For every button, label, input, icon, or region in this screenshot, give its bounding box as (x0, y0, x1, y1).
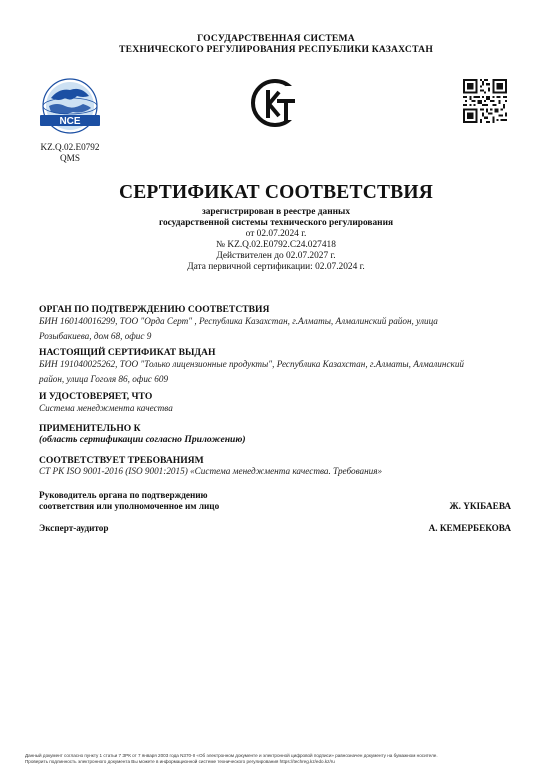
section-issued-heading: НАСТОЯЩИЙ СЕРТИФИКАТ ВЫДАН (39, 347, 216, 358)
certificate-number: № KZ.Q.02.E0792.С24.027418 (216, 240, 336, 250)
nca-logo (37, 76, 103, 138)
section-body-heading: ОРГАН ПО ПОДТВЕРЖДЕНИЮ СООТВЕТСТВИЯ (39, 304, 270, 315)
section-certifies-text: Система менеджмента качества (39, 403, 173, 413)
section-certifies-heading: И УДОСТОВЕРЯЕТ, ЧТО (39, 391, 153, 402)
valid-until: Действителен до 02.07.2027 г. (216, 251, 336, 261)
qr-code (463, 79, 507, 123)
head-name: Ж. ҮКІБАЕВА (449, 501, 511, 511)
globe-logo-icon (37, 76, 103, 138)
section-body-line-1: БИН 160140016299, ТОО "Орда Серт" , Республика Казахстан, г.Алматы, Алмалинский район, улица (39, 316, 438, 326)
section-issued-text (39, 357, 507, 386)
section-issued-line-2: район, улица Гоголя 86, офис 609 (39, 373, 169, 384)
section-body-text (39, 314, 507, 343)
registry-line-1: зарегистрирован в реестре данных (201, 207, 351, 217)
section-applicable-text: (область сертификации согласно Приложению) (39, 434, 246, 445)
reg-code: KZ.Q.02.E0792 (40, 142, 100, 152)
document-title: СЕРТИФИКАТ СООТВЕТСТВИЯ (118, 182, 434, 203)
footer-line-2: Проверить подлинность электронного документа Вы можете в информационной системе технического регулирования https://techreg.kz/edo.kz/ru (25, 759, 335, 764)
section-issued-line-1: БИН 191040025262, ТОО "Только лицензионные продукты", Республика Казахстан, г.Алматы, Алмалинский (39, 359, 465, 369)
conformity-mark-icon (248, 76, 302, 130)
expert-name: А. КЕМЕРБЕКОВА (428, 523, 511, 533)
kt-emblem (248, 76, 302, 130)
head-label-line-2: соответствия или уполномоченное им лицо (39, 501, 220, 511)
footer-legal (25, 753, 530, 765)
first-cert-date: Дата первичной сертификации: 02.07.2024 г. (187, 262, 365, 272)
logo-text: NCE (59, 116, 81, 127)
header-line-1: ГОСУДАРСТВЕННАЯ СИСТЕМА (197, 33, 355, 44)
header-line-2: ТЕХНИЧЕСКОГО РЕГУЛИРОВАНИЯ РЕСПУБЛИКИ КАЗАХСТАН (119, 44, 433, 55)
scheme-code: QMS (60, 153, 80, 163)
head-label-line-1: Руководитель органа по подтверждению (39, 490, 208, 500)
footer-line-1: Данный документ согласно пункту 1 статьи 7 ЗРК от 7 января 2003 года N370-II «Об электронном документе и электронной цифровой подписи» равнозначен документу на бумажном носителе. (25, 753, 438, 758)
section-requirements-text: СТ РК ISO 9001-2016 (ISO 9001:2015) «Система менеджмента качества. Требования» (39, 466, 383, 476)
section-applicable-heading: ПРИМЕНИТЕЛЬНО К (39, 423, 141, 434)
registry-date: от 02.07.2024 г. (245, 229, 307, 239)
section-requirements-heading: СООТВЕТСТВУЕТ ТРЕБОВАНИЯМ (39, 455, 204, 466)
section-body-line-2: Розыбакиева, дом 68, офис 9 (39, 330, 152, 341)
expert-label: Эксперт-аудитор (39, 523, 109, 533)
qr-code-icon (463, 79, 507, 123)
registry-line-2: государственной системы технического регулирования (158, 218, 394, 228)
